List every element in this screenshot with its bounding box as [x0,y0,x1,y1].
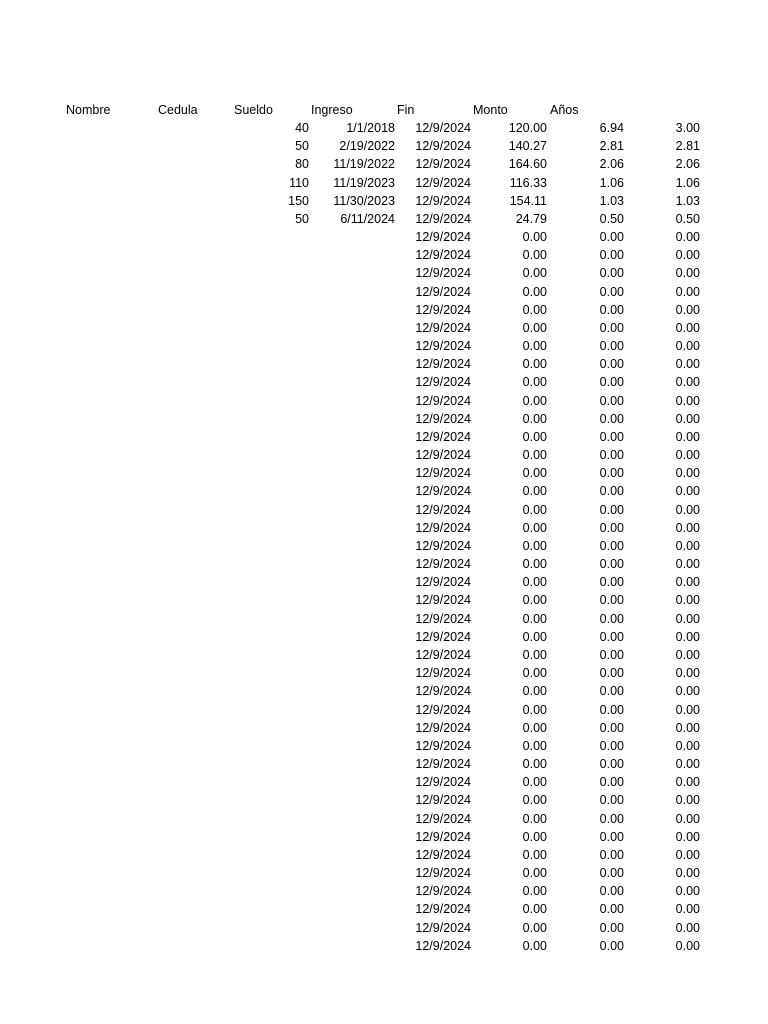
cell-anos: 0.00 [599,284,624,299]
cell-fin: 12/9/2024 [415,357,471,372]
cell-extra: 0.00 [675,793,700,808]
header-anos: Años [550,103,579,117]
table-row [0,701,768,719]
cell-extra: 0.00 [675,593,700,608]
table-row [0,283,768,301]
cell-extra: 0.00 [675,484,700,499]
header-fin: Fin [397,103,415,117]
cell-fin: 12/9/2024 [415,139,471,154]
cell-ingreso: 1/1/2018 [346,121,395,135]
table-row [0,682,768,700]
cell-monto: 0.00 [522,466,547,481]
cell-monto: 0.00 [522,720,547,735]
cell-anos: 2.06 [599,157,624,172]
cell-anos: 0.00 [599,393,624,408]
cell-anos: 0.00 [599,320,624,335]
cell-monto: 120.00 [508,121,547,135]
table-row [0,773,768,791]
cell-fin: 12/9/2024 [415,902,471,917]
cell-monto: 0.00 [522,847,547,862]
cell-extra: 0.00 [675,448,700,463]
cell-extra: 0.00 [675,666,700,681]
cell-anos: 2.81 [599,139,624,154]
table-row [0,482,768,500]
cell-monto: 0.00 [522,520,547,535]
cell-monto: 154.11 [509,193,547,208]
cell-extra: 0.50 [675,211,700,226]
cell-extra: 0.00 [675,629,700,644]
cell-monto: 0.00 [522,775,547,790]
cell-anos: 0.00 [599,339,624,354]
cell-anos: 0.00 [599,575,624,590]
cell-monto: 0.00 [522,230,547,245]
cell-anos: 0.00 [599,466,624,481]
table-row [0,646,768,664]
table-row [0,410,768,428]
cell-ingreso: 11/30/2023 [333,193,395,208]
cell-anos: 0.00 [599,448,624,463]
cell-anos: 1.06 [599,175,624,190]
cell-anos: 0.00 [599,357,624,372]
cell-fin: 12/9/2024 [415,884,471,899]
cell-monto: 0.00 [522,339,547,354]
table-row [0,610,768,628]
cell-extra: 0.00 [675,466,700,481]
cell-monto: 0.00 [522,538,547,553]
table-row [0,519,768,537]
table-row [0,737,768,755]
cell-sueldo: 40 [295,121,309,135]
cell-monto: 0.00 [522,320,547,335]
cell-fin: 12/9/2024 [415,230,471,245]
cell-anos: 0.00 [599,302,624,317]
table-row [0,882,768,900]
cell-anos: 0.00 [599,884,624,899]
cell-fin: 12/9/2024 [415,793,471,808]
cell-sueldo: 50 [295,211,309,226]
cell-fin: 12/9/2024 [415,193,471,208]
cell-anos: 0.00 [599,266,624,281]
cell-monto: 0.00 [522,738,547,753]
cell-ingreso: 6/11/2024 [340,211,395,226]
cell-monto: 0.00 [522,920,547,935]
cell-monto: 0.00 [522,575,547,590]
cell-anos: 0.00 [599,484,624,499]
cell-monto: 0.00 [522,429,547,444]
table-row [0,937,768,955]
cell-extra: 0.00 [675,884,700,899]
cell-fin: 12/9/2024 [415,538,471,553]
cell-ingreso: 2/19/2022 [339,139,395,154]
cell-extra: 0.00 [675,920,700,935]
cell-fin: 12/9/2024 [415,575,471,590]
cell-monto: 24.79 [515,211,547,226]
table-row [0,755,768,773]
cell-monto: 0.00 [522,448,547,463]
cell-extra: 0.00 [675,520,700,535]
cell-fin: 12/9/2024 [415,466,471,481]
cell-extra: 0.00 [675,811,700,826]
cell-extra: 0.00 [675,248,700,263]
cell-extra: 0.00 [675,575,700,590]
cell-extra: 0.00 [675,502,700,517]
cell-extra: 0.00 [675,302,700,317]
table-row [0,464,768,482]
cell-fin: 12/9/2024 [415,411,471,426]
table-row [0,210,768,228]
table-row [0,864,768,882]
cell-anos: 0.00 [599,647,624,662]
cell-anos: 0.00 [599,593,624,608]
table-row [0,537,768,555]
header-sueldo: Sueldo [234,103,273,117]
cell-anos: 0.00 [599,375,624,390]
cell-monto: 164.60 [508,157,547,172]
cell-extra: 0.00 [675,393,700,408]
cell-anos: 0.00 [599,702,624,717]
cell-monto: 140.27 [508,139,547,154]
cell-monto: 0.00 [522,593,547,608]
cell-extra: 2.81 [675,139,700,154]
cell-monto: 0.00 [522,647,547,662]
cell-anos: 0.00 [599,520,624,535]
cell-extra: 2.06 [675,157,700,172]
table-row [0,828,768,846]
table-row [0,246,768,264]
cell-anos: 0.00 [599,811,624,826]
cell-monto: 116.33 [509,175,547,190]
cell-fin: 12/9/2024 [415,847,471,862]
cell-anos: 0.00 [599,429,624,444]
table-row [0,591,768,609]
cell-anos: 0.00 [599,684,624,699]
table-row [0,810,768,828]
cell-extra: 0.00 [675,266,700,281]
table-row [0,228,768,246]
table-row [0,174,768,192]
cell-extra: 0.00 [675,647,700,662]
cell-monto: 0.00 [522,611,547,626]
cell-anos: 0.00 [599,248,624,263]
cell-monto: 0.00 [522,357,547,372]
cell-fin: 12/9/2024 [415,557,471,572]
cell-extra: 0.00 [675,775,700,790]
header-ingreso: Ingreso [311,103,353,117]
cell-monto: 0.00 [522,302,547,317]
cell-fin: 12/9/2024 [415,775,471,790]
cell-monto: 0.00 [522,902,547,917]
cell-anos: 0.50 [599,211,624,226]
cell-fin: 12/9/2024 [415,248,471,263]
cell-anos: 0.00 [599,757,624,772]
cell-monto: 0.00 [522,557,547,572]
cell-fin: 12/9/2024 [415,375,471,390]
cell-anos: 0.00 [599,411,624,426]
cell-extra: 0.00 [675,538,700,553]
cell-anos: 0.00 [599,502,624,517]
cell-monto: 0.00 [522,266,547,281]
cell-fin: 12/9/2024 [415,611,471,626]
cell-extra: 1.03 [675,193,700,208]
cell-anos: 0.00 [599,611,624,626]
cell-fin: 12/9/2024 [415,266,471,281]
cell-fin: 12/9/2024 [415,393,471,408]
cell-monto: 0.00 [522,375,547,390]
cell-monto: 0.00 [522,248,547,263]
cell-monto: 0.00 [522,938,547,953]
cell-extra: 0.00 [675,702,700,717]
cell-fin: 12/9/2024 [415,920,471,935]
cell-fin: 12/9/2024 [415,720,471,735]
cell-fin: 12/9/2024 [415,157,471,172]
header-cedula: Cedula [158,103,198,117]
header-nombre: Nombre [66,103,111,117]
cell-extra: 0.00 [675,757,700,772]
cell-extra: 0.00 [675,339,700,354]
cell-monto: 0.00 [522,702,547,717]
cell-monto: 0.00 [522,866,547,881]
cell-extra: 0.00 [675,738,700,753]
cell-fin: 12/9/2024 [415,484,471,499]
cell-anos: 0.00 [599,847,624,862]
cell-anos: 6.94 [599,121,624,135]
table-row [0,319,768,337]
cell-extra: 3.00 [675,121,700,135]
table-body [0,119,768,955]
cell-fin: 12/9/2024 [415,502,471,517]
header-monto: Monto [473,103,508,117]
cell-fin: 12/9/2024 [415,302,471,317]
cell-fin: 12/9/2024 [415,738,471,753]
cell-extra: 0.00 [675,320,700,335]
cell-monto: 0.00 [522,502,547,517]
cell-sueldo: 80 [295,157,309,172]
cell-monto: 0.00 [522,393,547,408]
cell-monto: 0.00 [522,484,547,499]
header-row [0,101,768,119]
table-row [0,155,768,173]
cell-sueldo: 150 [288,193,309,208]
table-row [0,555,768,573]
table-row [0,719,768,737]
cell-sueldo: 110 [289,175,309,190]
cell-monto: 0.00 [522,666,547,681]
cell-extra: 0.00 [675,429,700,444]
cell-monto: 0.00 [522,793,547,808]
cell-fin: 12/9/2024 [415,593,471,608]
cell-monto: 0.00 [522,284,547,299]
table-row [0,428,768,446]
cell-extra: 0.00 [675,902,700,917]
cell-anos: 0.00 [599,920,624,935]
cell-extra: 0.00 [675,230,700,245]
cell-fin: 12/9/2024 [415,320,471,335]
cell-anos: 0.00 [599,829,624,844]
table-row [0,791,768,809]
table-row [0,573,768,591]
table-row [0,137,768,155]
table-row [0,846,768,864]
cell-monto: 0.00 [522,684,547,699]
table-row [0,301,768,319]
cell-fin: 12/9/2024 [415,429,471,444]
cell-monto: 0.00 [522,829,547,844]
cell-fin: 12/9/2024 [415,866,471,881]
table-row [0,264,768,282]
cell-fin: 12/9/2024 [415,629,471,644]
cell-extra: 1.06 [675,175,700,190]
cell-extra: 0.00 [675,829,700,844]
cell-fin: 12/9/2024 [415,175,471,190]
cell-extra: 0.00 [675,847,700,862]
cell-extra: 0.00 [675,411,700,426]
table-row [0,664,768,682]
cell-anos: 0.00 [599,629,624,644]
cell-anos: 0.00 [599,720,624,735]
table-row [0,119,768,137]
cell-anos: 0.00 [599,902,624,917]
cell-extra: 0.00 [675,684,700,699]
cell-fin: 12/9/2024 [415,647,471,662]
cell-anos: 0.00 [599,230,624,245]
cell-fin: 12/9/2024 [415,448,471,463]
cell-extra: 0.00 [675,557,700,572]
cell-monto: 0.00 [522,411,547,426]
cell-anos: 0.00 [599,775,624,790]
cell-extra: 0.00 [675,866,700,881]
cell-fin: 12/9/2024 [415,520,471,535]
cell-monto: 0.00 [522,811,547,826]
cell-anos: 0.00 [599,793,624,808]
table-row [0,919,768,937]
table-row [0,337,768,355]
cell-extra: 0.00 [675,720,700,735]
cell-extra: 0.00 [675,357,700,372]
cell-anos: 0.00 [599,538,624,553]
cell-fin: 12/9/2024 [415,121,471,135]
cell-fin: 12/9/2024 [415,829,471,844]
cell-fin: 12/9/2024 [415,757,471,772]
cell-anos: 0.00 [599,557,624,572]
table-row [0,501,768,519]
cell-fin: 12/9/2024 [415,938,471,953]
table-row [0,373,768,391]
cell-fin: 12/9/2024 [415,811,471,826]
cell-fin: 12/9/2024 [415,702,471,717]
cell-extra: 0.00 [675,284,700,299]
cell-fin: 12/9/2024 [415,284,471,299]
cell-sueldo: 50 [295,139,309,154]
cell-monto: 0.00 [522,884,547,899]
cell-anos: 0.00 [599,866,624,881]
cell-fin: 12/9/2024 [415,339,471,354]
table-row [0,446,768,464]
table-row [0,355,768,373]
cell-ingreso: 11/19/2022 [333,157,395,172]
table-row [0,392,768,410]
cell-fin: 12/9/2024 [415,666,471,681]
cell-extra: 0.00 [675,611,700,626]
table-row [0,628,768,646]
cell-anos: 1.03 [599,193,624,208]
cell-anos: 0.00 [599,666,624,681]
cell-extra: 0.00 [675,938,700,953]
cell-ingreso: 11/19/2023 [333,175,395,190]
cell-monto: 0.00 [522,629,547,644]
cell-extra: 0.00 [675,375,700,390]
cell-fin: 12/9/2024 [415,684,471,699]
table-row [0,900,768,918]
cell-anos: 0.00 [599,738,624,753]
cell-fin: 12/9/2024 [415,211,471,226]
table-row [0,192,768,210]
cell-monto: 0.00 [522,757,547,772]
cell-anos: 0.00 [599,938,624,953]
